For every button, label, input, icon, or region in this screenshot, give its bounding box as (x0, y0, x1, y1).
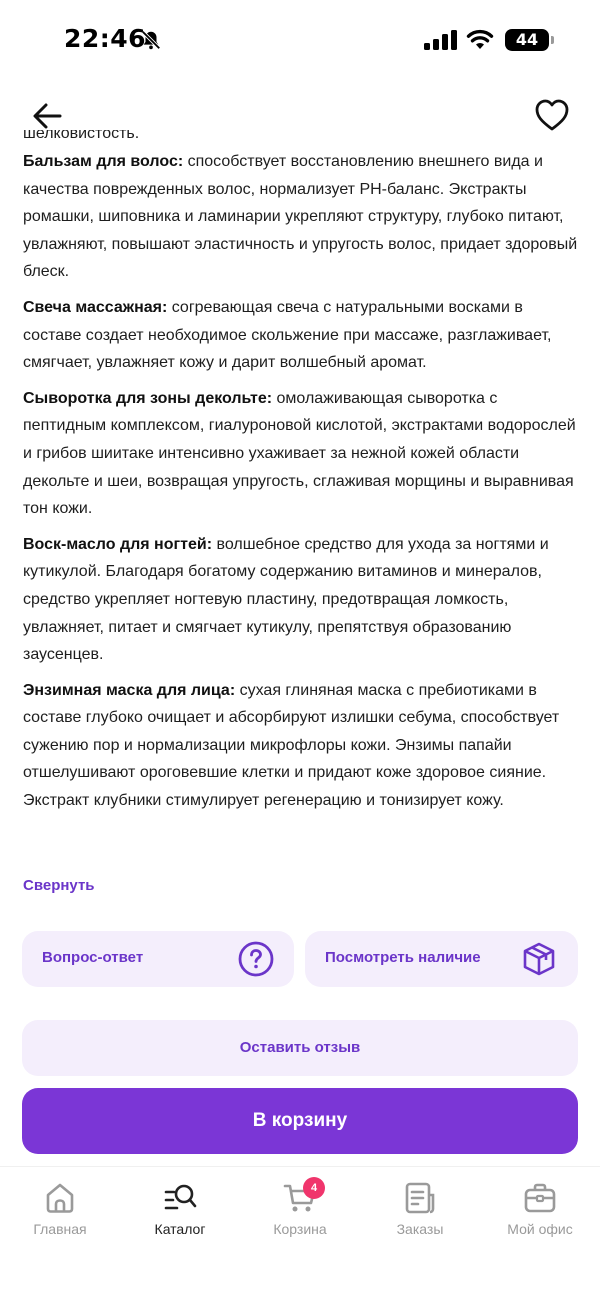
add-to-cart-button[interactable]: В корзину (22, 1088, 578, 1154)
paragraph-title: Свеча массажная: (23, 298, 168, 316)
tab-orders[interactable] (365, 1181, 475, 1251)
tab-catalog[interactable] (125, 1181, 235, 1251)
paragraph-title: Бальзам для волос: (23, 153, 184, 170)
back-arrow-icon[interactable] (30, 98, 66, 134)
tab-label: Заказы (396, 1221, 444, 1237)
catalog-search-icon (163, 1181, 197, 1215)
tab-cart[interactable] (245, 1181, 355, 1251)
qa-card-button[interactable] (22, 931, 294, 987)
cellular-signal-icon (424, 30, 458, 50)
tab-home[interactable] (5, 1181, 115, 1251)
tab-my-office[interactable] (485, 1181, 595, 1251)
description-paragraph (23, 148, 579, 286)
product-description (23, 130, 579, 870)
status-time: 22:46 (64, 24, 147, 53)
description-paragraph (23, 294, 579, 377)
briefcase-icon (523, 1181, 557, 1215)
bottom-tab-bar (0, 1166, 600, 1300)
check-stock-card-button[interactable] (305, 931, 578, 987)
box-icon (521, 941, 557, 977)
tab-label: Корзина (273, 1221, 327, 1237)
paragraph-title: Энзимная маска для лица: (23, 681, 236, 699)
collapse-link[interactable]: Свернуть (23, 877, 95, 894)
paragraph-text: согревающая свеча с натуральными восками в составе создает необходимое скольжение при массаже, разглаживает, смягчает, увлажняет кожу и дарит волшебный аромат. (23, 298, 552, 372)
description-paragraph (23, 385, 579, 523)
description-paragraph (23, 531, 579, 669)
tab-label: Мой офис (507, 1221, 573, 1237)
tab-label: Каталог (154, 1221, 206, 1237)
paragraph-text: способствует восстановлению внешнего вида и качества поврежденных волос, нормализует PH-баланс. Экстракты ромашки, шиповника и ламинарии укрепляют структуру, глубоко питают, увлажняют, повышают эластичность и упругость волос, придает здоровый блеск. (23, 153, 578, 281)
tab-label: Главная (33, 1221, 87, 1237)
heart-icon[interactable] (533, 96, 571, 134)
leave-review-button[interactable]: Оставить отзыв (22, 1020, 578, 1076)
bell-muted-icon (140, 29, 162, 51)
cart-icon-wrapper (283, 1181, 317, 1215)
question-circle-icon (238, 941, 274, 977)
description-cut-line: шелковистость. (23, 130, 140, 142)
paragraph-text: волшебное средство для ухода за ногтями и кутикулой. Благодаря богатому содержанию витаминов и минералов, средство укрепляет ногтевую пластину, предотвращая ломкость, увлажняет, питает и смягчает кутикулу, препятствуя образованию заусенцев. (23, 535, 549, 664)
paragraph-title: Воск-масло для ногтей: (23, 535, 213, 553)
orders-icon (403, 1181, 437, 1215)
home-icon (43, 1181, 77, 1215)
battery-indicator: 44 (505, 29, 549, 51)
description-paragraph (23, 677, 579, 815)
status-bar (0, 0, 600, 80)
paragraph-title: Сыворотка для зоны декольте: (23, 389, 273, 407)
wifi-icon (466, 28, 494, 50)
qa-label: Вопрос-ответ (42, 949, 144, 966)
check-stock-label: Посмотреть наличие (325, 949, 481, 966)
paragraph-text: омолаживающая сыворотка с пептидным комплексом, гиалуроновой кислотой, экстрактами водорослей и грибов шиитаке интенсивно ухаживает за нежной кожей области декольте и шеи, возвращая упругость, сглаживая морщины и выравнивая тон кожи. (23, 389, 576, 518)
paragraph-text: сухая глиняная маска с пребиотиками в составе глубоко очищает и абсорбируют излишки себума, способствует сужению пор и нормализации микрофлоры кожи. Энзимы папайи отшелушивают ороговевшие клетки и придают коже здоровое сияние. Экстракт клубники стимулирует регенерацию и тонизирует кожу. (23, 681, 560, 810)
cart-count-badge: 4 (303, 1177, 325, 1199)
